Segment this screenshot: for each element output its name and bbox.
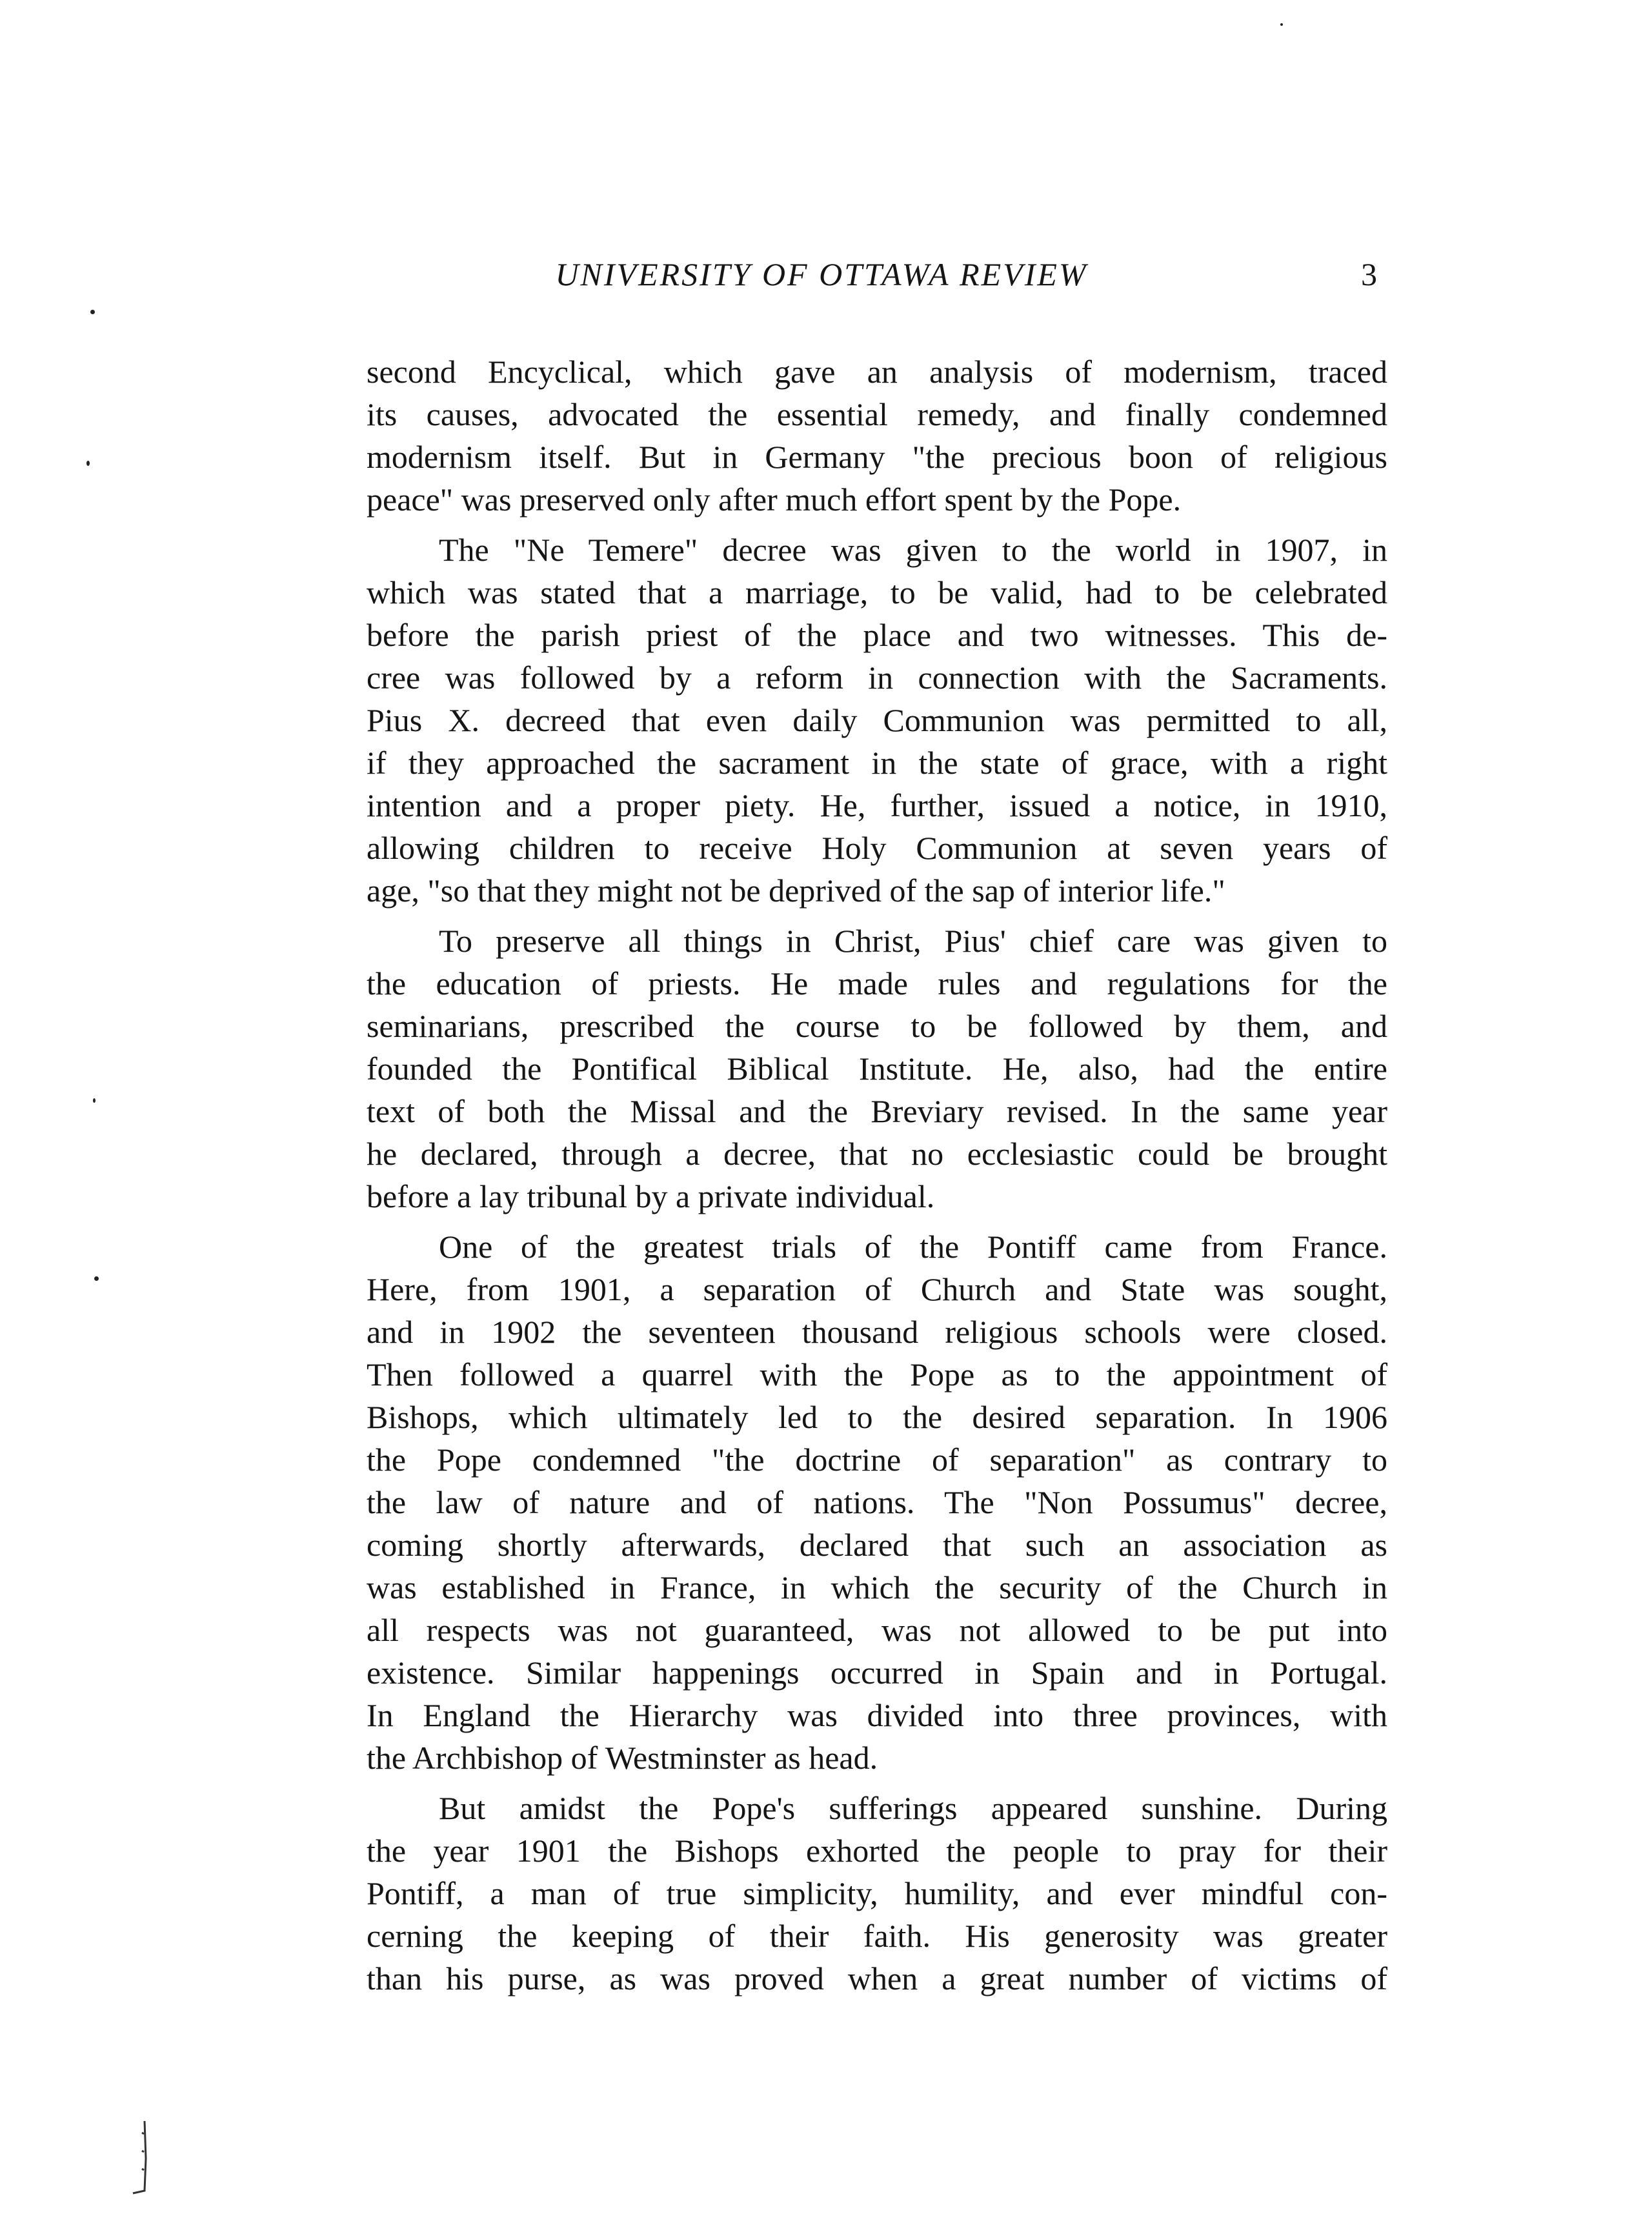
text-line: intention and a proper piety. He, further, issued a notice, in 1910, (367, 787, 1387, 823)
text-line: its causes, advocated the essential remedy, and finally condemned (367, 396, 1387, 432)
text-line: before a lay tribunal by a private individual. (367, 1178, 935, 1214)
text-line: if they approached the sacrament in the state of grace, with a right (367, 745, 1387, 781)
text-line: which was stated that a marriage, to be valid, had to be celebrated (367, 574, 1387, 610)
paragraph (367, 1225, 1387, 1779)
text-line: allowing children to receive Holy Communion at seven years of (367, 830, 1387, 866)
body-text (367, 350, 1387, 2007)
text-line: age, "so that they might not be deprived of the sap of interior life." (367, 872, 1225, 909)
scan-speck (86, 461, 90, 466)
page-number: 3 (1361, 256, 1377, 292)
text-line: than his purse, as was proved when a great number of victims of (367, 1960, 1387, 1996)
scan-speck (1280, 23, 1283, 26)
text-line: To preserve all things in Christ, Pius' chief care was given to (439, 923, 1387, 959)
paragraph (367, 350, 1387, 521)
text-line: But amidst the Pope's sufferings appeared sunshine. During (439, 1790, 1387, 1826)
text-line: modernism itself. But in Germany "the precious boon of religious (367, 439, 1387, 475)
text-line: before the parish priest of the place and two witnesses. This de- (367, 617, 1387, 653)
text-line: the Pope condemned "the doctrine of separation" as contrary to (367, 1442, 1387, 1478)
text-line: existence. Similar happenings occurred in Spain and in Portugal. (367, 1654, 1387, 1691)
text-line: and in 1902 the seventeen thousand religious schools were closed. (367, 1314, 1387, 1350)
text-line: seminarians, prescribed the course to be followed by them, and (367, 1008, 1387, 1044)
scan-speck (93, 1098, 96, 1103)
text-line: the law of nature and of nations. The "Non Possumus" decree, (367, 1484, 1387, 1520)
text-line: the year 1901 the Bishops exhorted the people to pray for their (367, 1833, 1387, 1869)
text-line: coming shortly afterwards, declared that such an association as (367, 1527, 1387, 1563)
text-line: Then followed a quarrel with the Pope as to the appointment of (367, 1356, 1387, 1392)
text-line: second Encyclical, which gave an analysis of modernism, traced (367, 354, 1387, 390)
text-line: One of the greatest trials of the Pontiff came from France. (439, 1229, 1387, 1265)
text-line: cree was followed by a reform in connection with the Sacraments. (367, 659, 1387, 696)
text-line: Bishops, which ultimately led to the desired separation. In 1906 (367, 1399, 1387, 1435)
text-line: he declared, through a decree, that no ecclesiastic could be brought (367, 1136, 1387, 1172)
text-line: Pius X. decreed that even daily Communion was permitted to all, (367, 702, 1387, 738)
binding-mark (126, 2120, 152, 2197)
text-line: text of both the Missal and the Breviary revised. In the same year (367, 1093, 1387, 1129)
paragraph (367, 528, 1387, 912)
text-line: Pontiff, a man of true simplicity, humility, and ever mindful con- (367, 1875, 1387, 1911)
text-line: was established in France, in which the security of the Church in (367, 1569, 1387, 1605)
text-line: the Archbishop of Westminster as head. (367, 1740, 878, 1776)
text-line: founded the Pontifical Biblical Institute. He, also, had the entire (367, 1051, 1387, 1087)
text-line: The "Ne Temere" decree was given to the world in 1907, in (439, 532, 1387, 568)
paragraph (367, 1787, 1387, 2000)
scan-speck (94, 1276, 99, 1281)
text-line: all respects was not guaranteed, was not allowed to be put into (367, 1612, 1387, 1648)
text-line: the education of priests. He made rules and regulations for the (367, 965, 1387, 1001)
text-line: peace" was preserved only after much effort spent by the Pope. (367, 481, 1182, 518)
running-head (367, 248, 1386, 300)
running-title: UNIVERSITY OF OTTAWA REVIEW (555, 256, 1088, 292)
text-line: Here, from 1901, a separation of Church and State was sought, (367, 1271, 1387, 1307)
scan-speck (90, 310, 95, 314)
paragraph (367, 920, 1387, 1218)
text-line: cerning the keeping of their faith. His generosity was greater (367, 1918, 1387, 1954)
text-line: In England the Hierarchy was divided into three provinces, with (367, 1697, 1387, 1733)
